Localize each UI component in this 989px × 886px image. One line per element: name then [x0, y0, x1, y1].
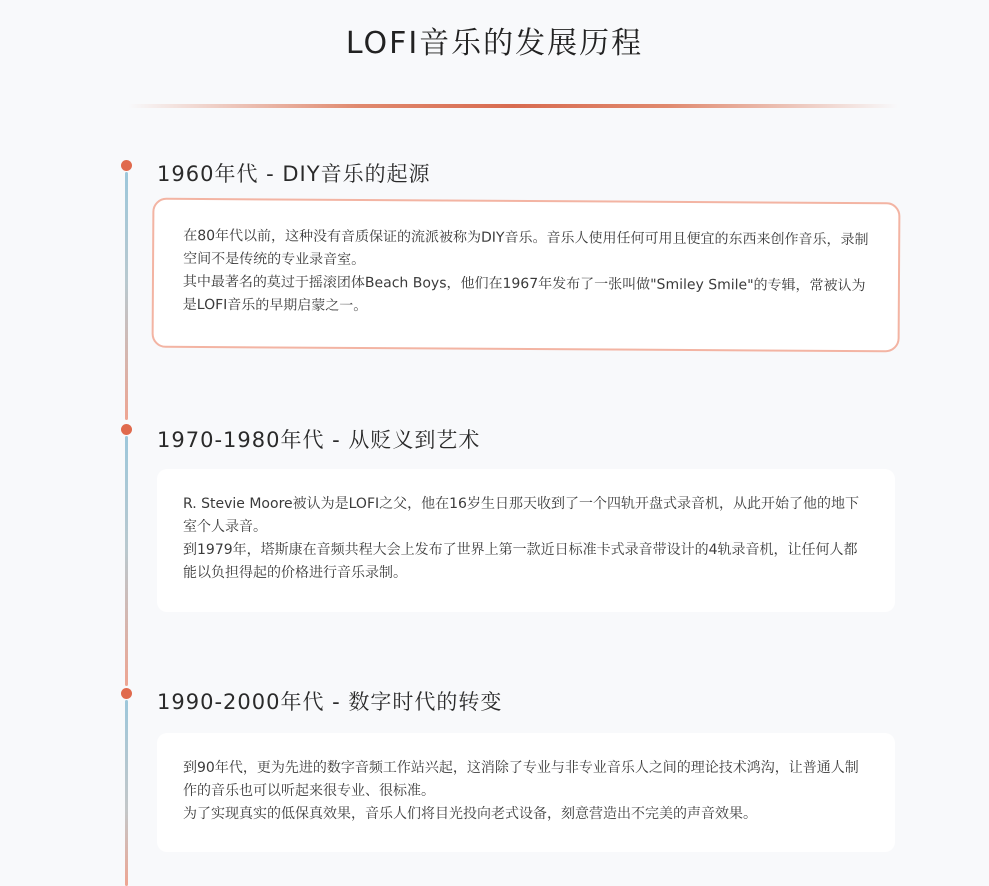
- section-paragraph: 到90年代，更为先进的数字音频工作站兴起，这消除了专业与非专业音乐人之间的理论技术鸿沟，让普通人制作的音乐也可以听起来很专业、很标准。: [183, 760, 859, 799]
- section-paragraph: 到1979年，塔斯康在音频共程大会上发布了世界上第一款近日标准卡式录音带设计的4轨录音机，让任何人都能以负担得起的价格进行音乐录制。: [183, 542, 858, 581]
- timeline-dot: [121, 424, 132, 435]
- section-paragraph: 为了实现真实的低保真效果，音乐人们将目光投向老式设备，刻意营造出不完美的声音效果。: [183, 806, 757, 822]
- page-title: LOFI音乐的发展历程: [345, 26, 644, 61]
- timeline-dot: [121, 160, 132, 171]
- timeline-segment: [125, 700, 128, 886]
- timeline-segment: [125, 172, 128, 420]
- section-title: 1970-1980年代 - 从贬义到艺术: [157, 428, 481, 452]
- timeline-dot: [121, 688, 132, 699]
- section-title: 1990-2000年代 - 数字时代的转变: [157, 690, 503, 714]
- section-paragraph: R. Stevie Moore被认为是LOFI之父，他在16岁生日那天收到了一个四轨开盘式录音机，从此开始了他的地下室个人录音。: [183, 496, 859, 535]
- section-title: 1960年代 - DIY音乐的起源: [157, 162, 431, 186]
- section-card: [152, 198, 901, 353]
- title-divider: [128, 104, 898, 108]
- section-paragraph: 其中最著名的莫过于摇滚团体Beach Boys，他们在1967年发布了一张叫做"Smiley Smile"的专辑，常被认为是LOFI音乐的早期启蒙之一。: [182, 273, 866, 315]
- section-paragraph: 在80年代以前，这种没有音质保证的流派被称为DIY音乐。音乐人使用任何可用且便宜的东西来创作音乐，录制空间不是传统的专业录音室。: [183, 227, 869, 269]
- timeline-segment: [125, 436, 128, 686]
- section-card: [157, 733, 895, 852]
- section-card: [157, 469, 895, 612]
